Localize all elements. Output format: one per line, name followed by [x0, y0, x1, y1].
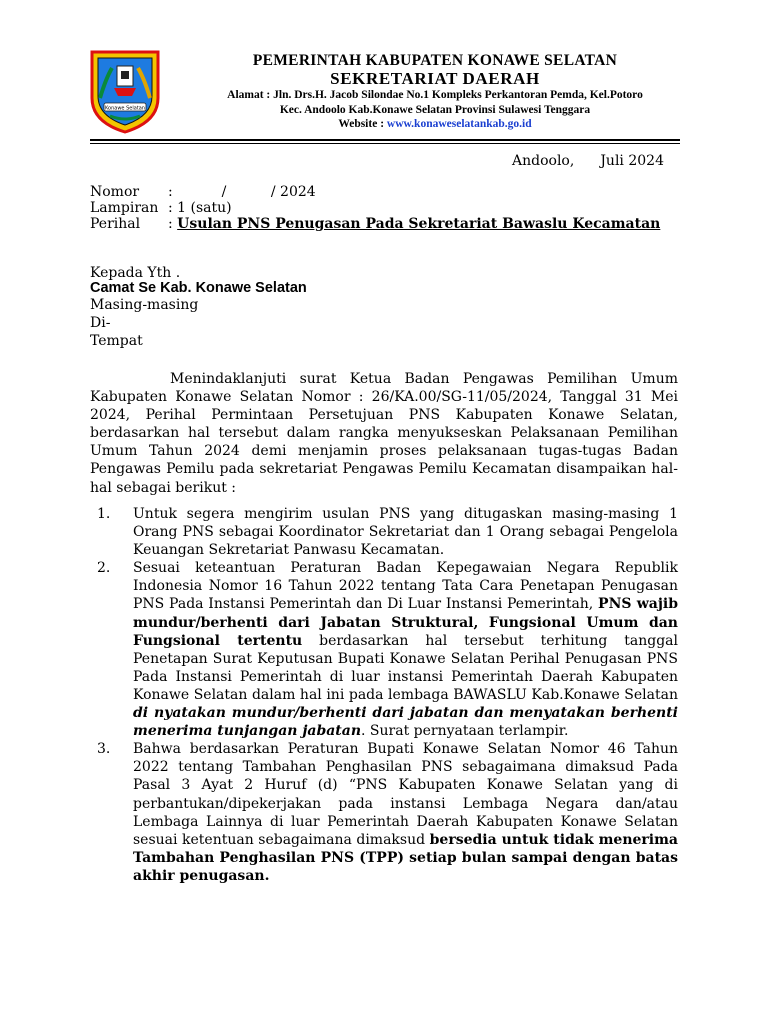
website-label: Website :	[338, 118, 387, 130]
list-number: 1.	[97, 506, 111, 522]
list-item-text: . Surat pernyataan terlampir.	[361, 723, 569, 740]
list-item	[90, 740, 678, 885]
perihal-colon: :	[168, 216, 178, 232]
place: Andoolo,	[512, 153, 575, 169]
list-item-bold: PNS wajib mundur/berhenti dari Jabatan Struktural, Fungsional Umum dan Fungsional tertentu	[133, 596, 678, 649]
list-item	[90, 559, 678, 740]
place-date	[512, 153, 664, 169]
kepada-yth: Kepada Yth .	[90, 265, 181, 281]
list-item-bold-italic: di nyatakan mundur/berhenti dari jabatan dan menyatakan berhenti menerima tunjangan jabatan	[133, 705, 678, 740]
list-number: 3.	[97, 741, 111, 758]
website-line	[170, 117, 700, 132]
website-link[interactable]: www.konaweselatankab.go.id	[386, 118, 532, 130]
list-item-text: Sesuai keteantuan Peraturan Badan Kepegawaian Negara Republik Indonesia Nomor 16 Tahun 2022 tentang Tata Cara Penetapan Penugasan PNS Pada Instansi Pemerintah dan Di Luar Instansi Pemerintah,	[133, 560, 678, 613]
list-item-text: Bahwa berdasarkan Peraturan Bupati Konawe Selatan Nomor 46 Tahun 2022 tentang Tambahan Penghasilan PNS sebagaimana dimaksud Pada Pasal 3 Ayat 2 Huruf (d) “PNS Kabupaten Konawe Selatan yang di perbantukan/dipekerjakan pada instansi Lembaga Negara dan/atau Lembaga Lainnya di luar Pemerintah Daerah Kabupaten Konawe Selatan sesuai ketentuan sebagaimana dimaksud	[133, 741, 678, 848]
recipient-line-3: Masing-masing	[90, 297, 199, 313]
intro-text: Menindaklanjuti surat Ketua Badan Pengawas Pemilihan Umum Kabupaten Konawe Selatan Nomor : 26/KA.00/SG-11/05/2024, Tanggal 31 Mei 2024, Perihal Permintaan Persetujuan PNS Kabupaten Konawe Selatan, berdasarkan hal tersebut dalam rangka menyukseskan Pelaksanaan Pemilihan Umum Tahun 2024 demi menjamin proses pelaksanaan tugas-tugas Badan Pengawas Pemilu pada sekretariat Pengawas Pemilu Kecamatan disampaikan hal-hal sebagai berikut :	[90, 371, 678, 496]
header-divider-thin	[90, 143, 680, 144]
address-line-2: Kec. Andoolo Kab.Konawe Selatan Provinsi Sulawesi Tenggara	[279, 103, 591, 116]
intro-paragraph	[90, 370, 678, 497]
nomor-label: Nomor	[90, 184, 140, 200]
list-number: 2.	[97, 560, 111, 577]
perihal-line	[168, 216, 660, 232]
header-divider-thick	[90, 139, 680, 141]
numbered-list	[90, 505, 678, 885]
address-line-1: Alamat : Jln. Drs.H. Jacob Silondae No.1 Kompleks Perkantoran Pemda, Kel.Potoro	[227, 89, 643, 101]
perihal-label: Perihal	[90, 216, 141, 232]
lampiran-label: Lampiran	[90, 200, 159, 216]
lampiran-value: : 1 (satu)	[168, 200, 232, 216]
date: Juli 2024	[600, 153, 664, 169]
secretariat-title: SEKRETARIAT DAERAH	[330, 69, 540, 88]
recipient-line-5: Tempat	[90, 333, 143, 349]
government-title: PEMERINTAH KABUPATEN KONAWE SELATAN	[252, 52, 618, 69]
list-item-text: berdasarkan hal tersebut terhitung tanggal Penetapan Surat Keputusan Bupati Konawe Selatan Perihal Penugasan PNS Pada Instansi Pemerintah di luar instansi Pemerintah Daerah Kabupaten Konawe Selatan dalam hal ini pada lembaga BAWASLU Kab.Konawe Selatan	[133, 632, 678, 703]
emblem-ribbon-text: Konawe Selatan	[105, 105, 145, 112]
list-item-text: Untuk segera mengirim usulan PNS yang ditugaskan masing-masing 1 Orang PNS sebagai Koordinator Sekretariat dan 1 Orang sebagai Pengelola Keuangan Sekretariat Panwasu Kecamatan.	[133, 506, 678, 559]
list-item-bold: bersedia untuk tidak menerima Tambahan Penghasilan PNS (TPP) setiap bulan sampai dengan batas akhir penugasan.	[133, 831, 678, 884]
regency-emblem-icon	[86, 48, 164, 134]
letterhead-text	[170, 52, 700, 132]
nomor-value: : / / 2024	[168, 184, 316, 200]
letterhead	[0, 0, 768, 140]
perihal-value: Usulan PNS Penugasan Pada Sekretariat Bawaslu Kecamatan	[177, 216, 661, 232]
list-item	[90, 505, 678, 559]
recipient-line-4: Di-	[90, 315, 111, 331]
recipient-name: Camat Se Kab. Konawe Selatan	[90, 280, 307, 296]
